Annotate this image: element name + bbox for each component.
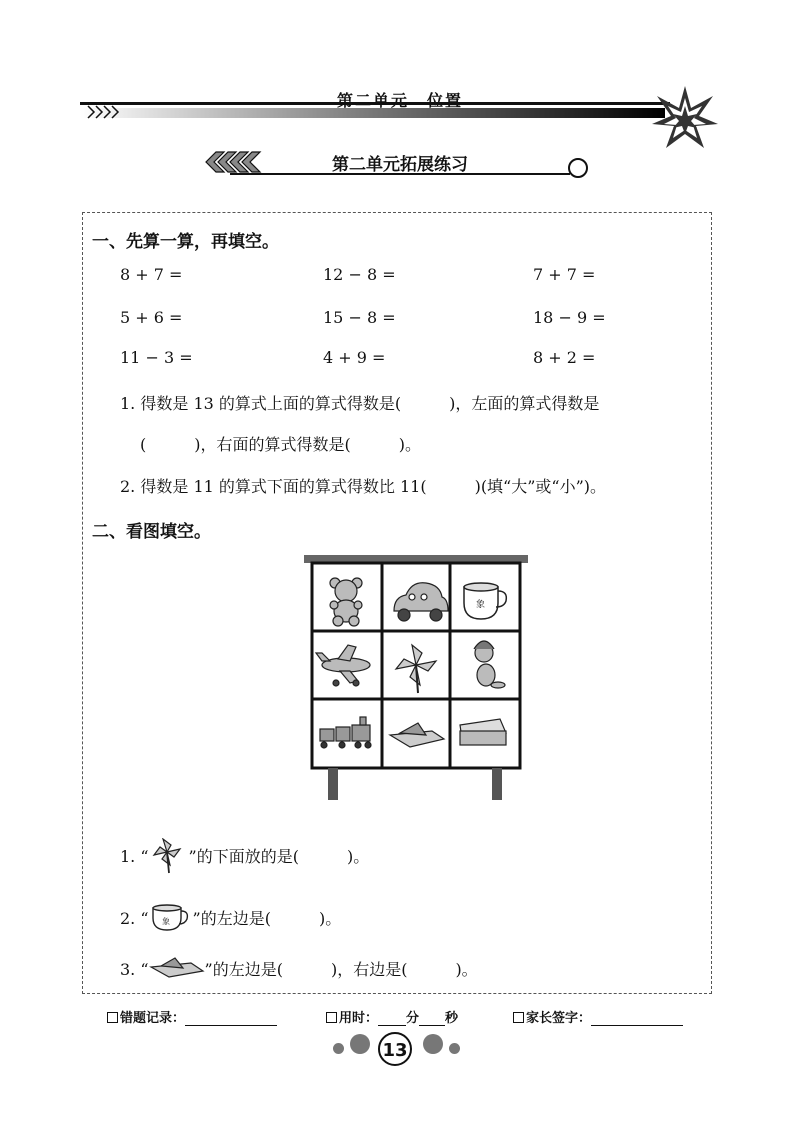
- signature-blank[interactable]: [591, 1013, 683, 1026]
- dot-icon: [350, 1034, 370, 1054]
- unit-title: 第二单元 位置: [336, 91, 463, 110]
- exercise-title: 第二单元拓展练习: [332, 155, 468, 175]
- pinwheel-inline-icon: [149, 838, 189, 874]
- q1-prefix: 1. “: [120, 847, 149, 866]
- equation-r1-c1: 8 + 7 =: [120, 265, 183, 284]
- question2: 2. 得数是 11 的算式下面的算式得数比 11( )(填“大”或“小”)。: [120, 477, 607, 496]
- parent-signature: [513, 1007, 683, 1026]
- teddy-bear-icon: [330, 578, 362, 626]
- dot-icon: [423, 1034, 443, 1054]
- equation-r2-c3: 18 − 9 =: [533, 308, 606, 327]
- checkbox-icon: [513, 1012, 524, 1023]
- equation-r1-c2: 12 − 8 =: [323, 265, 396, 284]
- section1-title: 一、先算一算，再填空。: [92, 232, 279, 252]
- equation-r3-c3: 8 + 2 =: [533, 348, 596, 367]
- equation-r3-c1: 11 − 3 =: [120, 348, 193, 367]
- parent-label: 家长签字：: [526, 1011, 592, 1026]
- equation-r2-c2: 15 − 8 =: [323, 308, 396, 327]
- cup-inline-icon: [149, 902, 193, 932]
- shelf-illustration: [300, 553, 532, 807]
- q3-prefix: 3. “: [120, 960, 149, 979]
- section2-question3: [120, 957, 478, 980]
- star-decoration-icon: [650, 84, 720, 158]
- dot-icon: [333, 1043, 344, 1054]
- section2-question1: [120, 838, 369, 874]
- circle-icon: [568, 158, 588, 178]
- paper-boat-inline-icon: [149, 957, 205, 979]
- q3-suffix: ”的左边是( )，右边是( )。: [204, 960, 478, 979]
- checkbox-icon: [107, 1012, 118, 1023]
- equation-r3-c2: 4 + 9 =: [323, 348, 386, 367]
- minutes-blank[interactable]: [378, 1013, 406, 1026]
- errors-blank[interactable]: [185, 1013, 277, 1026]
- minutes-label: 分: [406, 1011, 420, 1026]
- errors-label: 错题记录：: [120, 1011, 186, 1026]
- section2-title: 二、看图填空。: [92, 522, 211, 542]
- section2-question2: [120, 902, 341, 932]
- q2-prefix: 2. “: [120, 909, 149, 928]
- time-record: [326, 1007, 458, 1026]
- checkbox-icon: [326, 1012, 337, 1023]
- equation-r2-c1: 5 + 6 =: [120, 308, 183, 327]
- q1-suffix: ”的下面放的是( )。: [188, 847, 370, 866]
- equation-r1-c3: 7 + 7 =: [533, 265, 596, 284]
- seconds-label: 秒: [445, 1011, 459, 1026]
- time-label: 用时：: [339, 1011, 379, 1026]
- question1-line1: 1. 得数是 13 的算式上面的算式得数是( )，左面的算式得数是: [120, 394, 600, 413]
- q2-suffix: ”的左边是( )。: [192, 909, 342, 928]
- question1-line2: ( )，右面的算式得数是( )。: [140, 435, 421, 454]
- svg-text:象: 象: [161, 917, 170, 926]
- errors-record: [107, 1007, 277, 1026]
- seconds-blank[interactable]: [419, 1013, 445, 1026]
- svg-text:象: 象: [476, 600, 486, 610]
- dot-icon: [449, 1043, 460, 1054]
- page-number: 13: [378, 1032, 412, 1066]
